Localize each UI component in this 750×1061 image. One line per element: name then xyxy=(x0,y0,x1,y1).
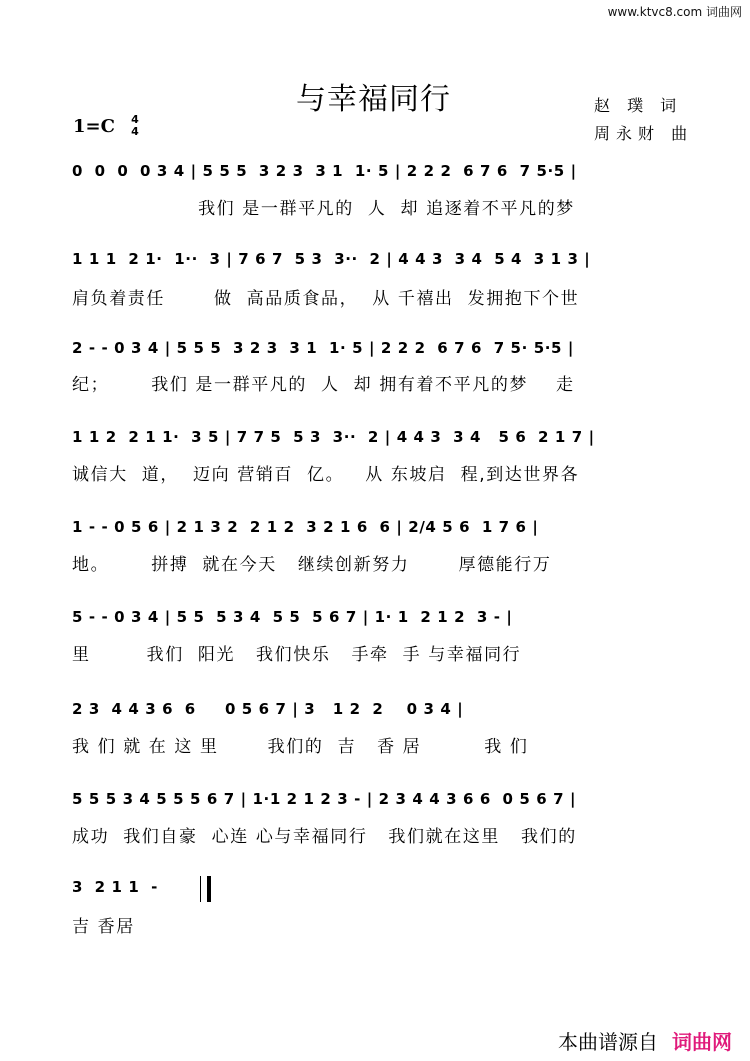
time-signature-top: 4 xyxy=(131,113,139,126)
lyric-line-3: 纪； 我们 是一群平凡的 人 却 拥有着不平凡的梦 走 xyxy=(72,375,575,395)
final-barline xyxy=(200,876,211,902)
score-line-9: 3 2 1 1 - xyxy=(72,878,158,896)
footer-text: 本曲谱源自 xyxy=(558,1030,658,1054)
score-line-3: 2 - - 0 3 4 | 5 5 5 3 2 3 3 1 1· 5 | 2 2 2 6 7 6 7 5· 5·5 | xyxy=(72,339,574,357)
time-signature-bottom: 4 xyxy=(131,125,139,138)
lyricist-credit: 赵 璞 词 xyxy=(594,96,683,115)
credits xyxy=(594,92,693,148)
score-line-8: 5 5 5 3 4 5 5 5 6 7 | 1·1 2 1 2 3 - | 2 3 4 4 3 6 6 0 5 6 7 | xyxy=(72,790,577,808)
lyric-line-8: 成功 我们自豪 心连 心与幸福同行 我们就在这里 我们的 xyxy=(72,827,577,847)
lyric-line-9: 吉 香居 xyxy=(72,917,135,937)
score-line-7: 2 3 4 4 3 6 6 0 5 6 7 | 3 1 2 2 0 3 4 | xyxy=(72,700,464,718)
footer-credit xyxy=(558,1026,732,1055)
lyric-line-6: 里 我们 阳光 我们快乐 手牵 手 与幸福同行 xyxy=(72,645,522,665)
lyric-line-5: 地。 拼搏 就在今天 继续创新努力 厚德能行万 xyxy=(72,555,552,575)
time-signature xyxy=(128,114,142,138)
score-line-4: 1 1 2 2 1 1· 3 5 | 7 7 5 5 3 3·· 2 | 4 4 3 3 4 5 6 2 1 7 | xyxy=(72,428,595,446)
score-line-6: 5 - - 0 3 4 | 5 5 5 3 4 5 5 5 6 7 | 1· 1 2 1 2 3 - | xyxy=(72,608,513,626)
lyric-line-2: 肩负着责任 做 高品质食品， 从 千禧出 发拥抱下个世 xyxy=(72,289,580,309)
composer-credit: 周永财 曲 xyxy=(594,124,694,143)
score-line-1: 0 0 0 0 3 4 | 5 5 5 3 2 3 3 1 1· 5 | 2 2 2 6 7 6 7 5·5 | xyxy=(72,162,577,180)
score-line-2: 1 1 1 2 1· 1·· 3 | 7 6 7 5 3 3·· 2 | 4 4 3 3 4 5 4 3 1 3 | xyxy=(72,250,591,268)
lyric-line-1: 我们 是一群平凡的 人 却 追逐着不平凡的梦 xyxy=(72,199,575,219)
lyric-line-4: 诚信大 道， 迈向 营销百 亿。 从 东坡启 程,到达世界各 xyxy=(72,465,580,485)
site-link[interactable]: www.ktvc8.com 词曲网 xyxy=(607,5,742,19)
score-line-5: 1 - - 0 5 6 | 2 1 3 2 2 1 2 3 2 1 6 6 | 2/4 5 6 1 7 6 | xyxy=(72,518,539,536)
song-title: 与幸福同行 xyxy=(296,82,451,117)
footer-brand-link[interactable]: 词曲网 xyxy=(672,1030,732,1054)
lyric-line-7: 我 们 就 在 这 里 我们的 吉 香 居 我 们 xyxy=(72,737,529,757)
key-signature: 1=C xyxy=(73,116,115,137)
